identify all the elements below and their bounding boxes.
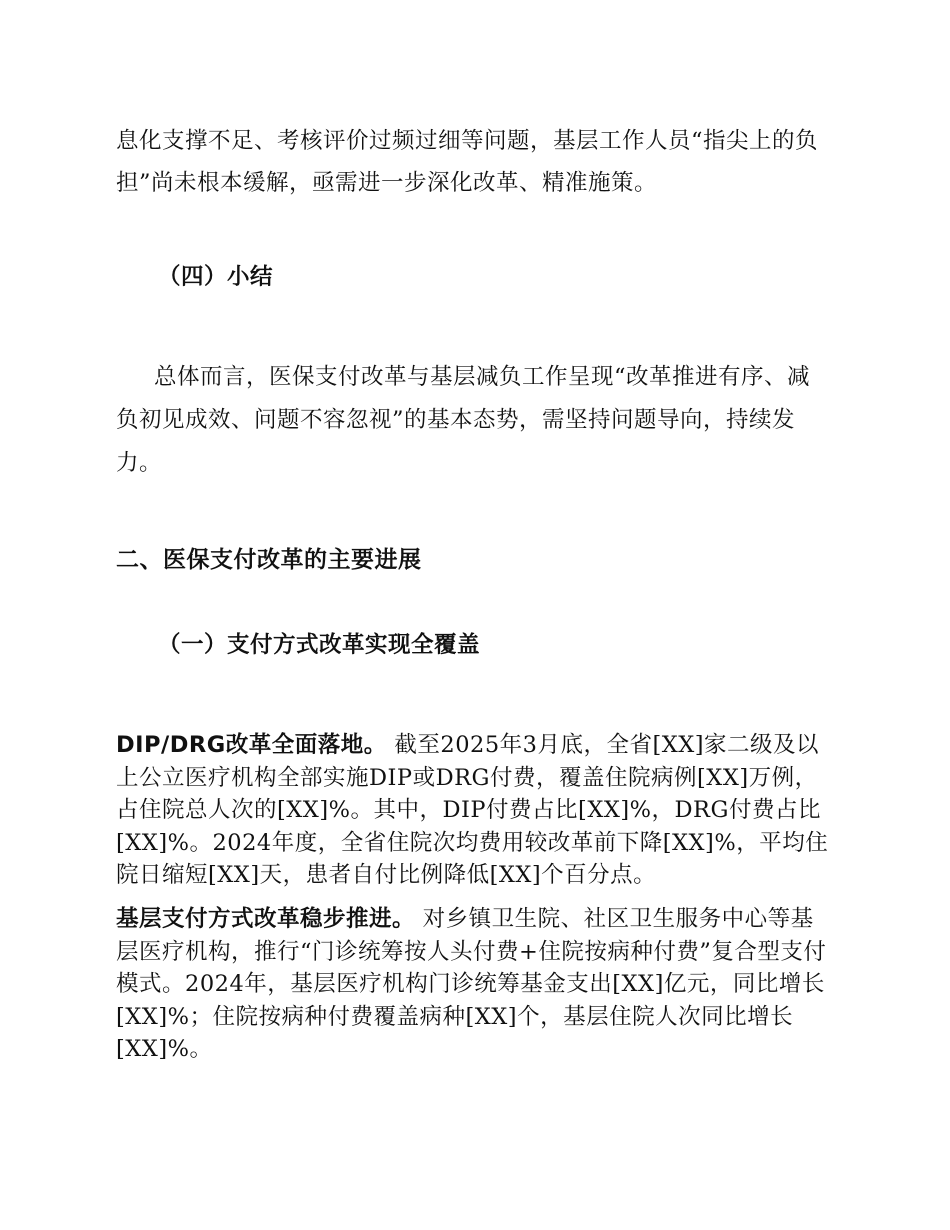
paragraph-dip-drg [116,729,836,892]
intro-paragraph: 息化支撑不足、考核评价过频过细等问题，基层工作人员“指尖上的负担”尚未根本缓解，亟需进一步深化改革、精准施策。 [116,128,819,196]
subheading-summary: （四）小结 [158,264,274,290]
section-heading: 二、医保支付改革的主要进展 [116,547,422,573]
paragraph-dip-drg-lead: DIP/DRG改革全面落地。 [116,732,387,758]
paragraph-primary-care-lead: 基层支付方式改革稳步推进。 [116,906,416,932]
summary-paragraph: 总体而言，医保支付改革与基层减负工作呈现“改革推进有序、减负初见成效、问题不容忽视”的基本态势，需坚持问题导向，持续发力。 [116,364,811,476]
paragraph-primary-care [116,903,836,1066]
paragraph-dip-drg-body: 截至2025年3月底，全省[XX]家二级及以上公立医疗机构全部实施DIP或DRG付费，覆盖住院病例[XX]万例，占住院总人次的[XX]%。其中，DIP付费占比[XX]%，DRG付费占比[XX]%。2024年度，全省住院次均费用较改革前下降[XX]%，平均住院日缩短[XX]天，患者自付比例降低[XX]个百分点。 [116,732,829,888]
paragraph-primary-care-body: 对乡镇卫生院、社区卫生服务中心等基层医疗机构，推行“门诊统筹按人头付费+住院按病种付费”复合型支付模式。2024年，基层医疗机构门诊统筹基金支出[XX]亿元，同比增长[XX]%；住院按病种付费覆盖病种[XX]个，基层住院人次同比增长[XX]%。 [116,906,827,1062]
subheading-payment-coverage: （一）支付方式改革实现全覆盖 [158,632,481,658]
